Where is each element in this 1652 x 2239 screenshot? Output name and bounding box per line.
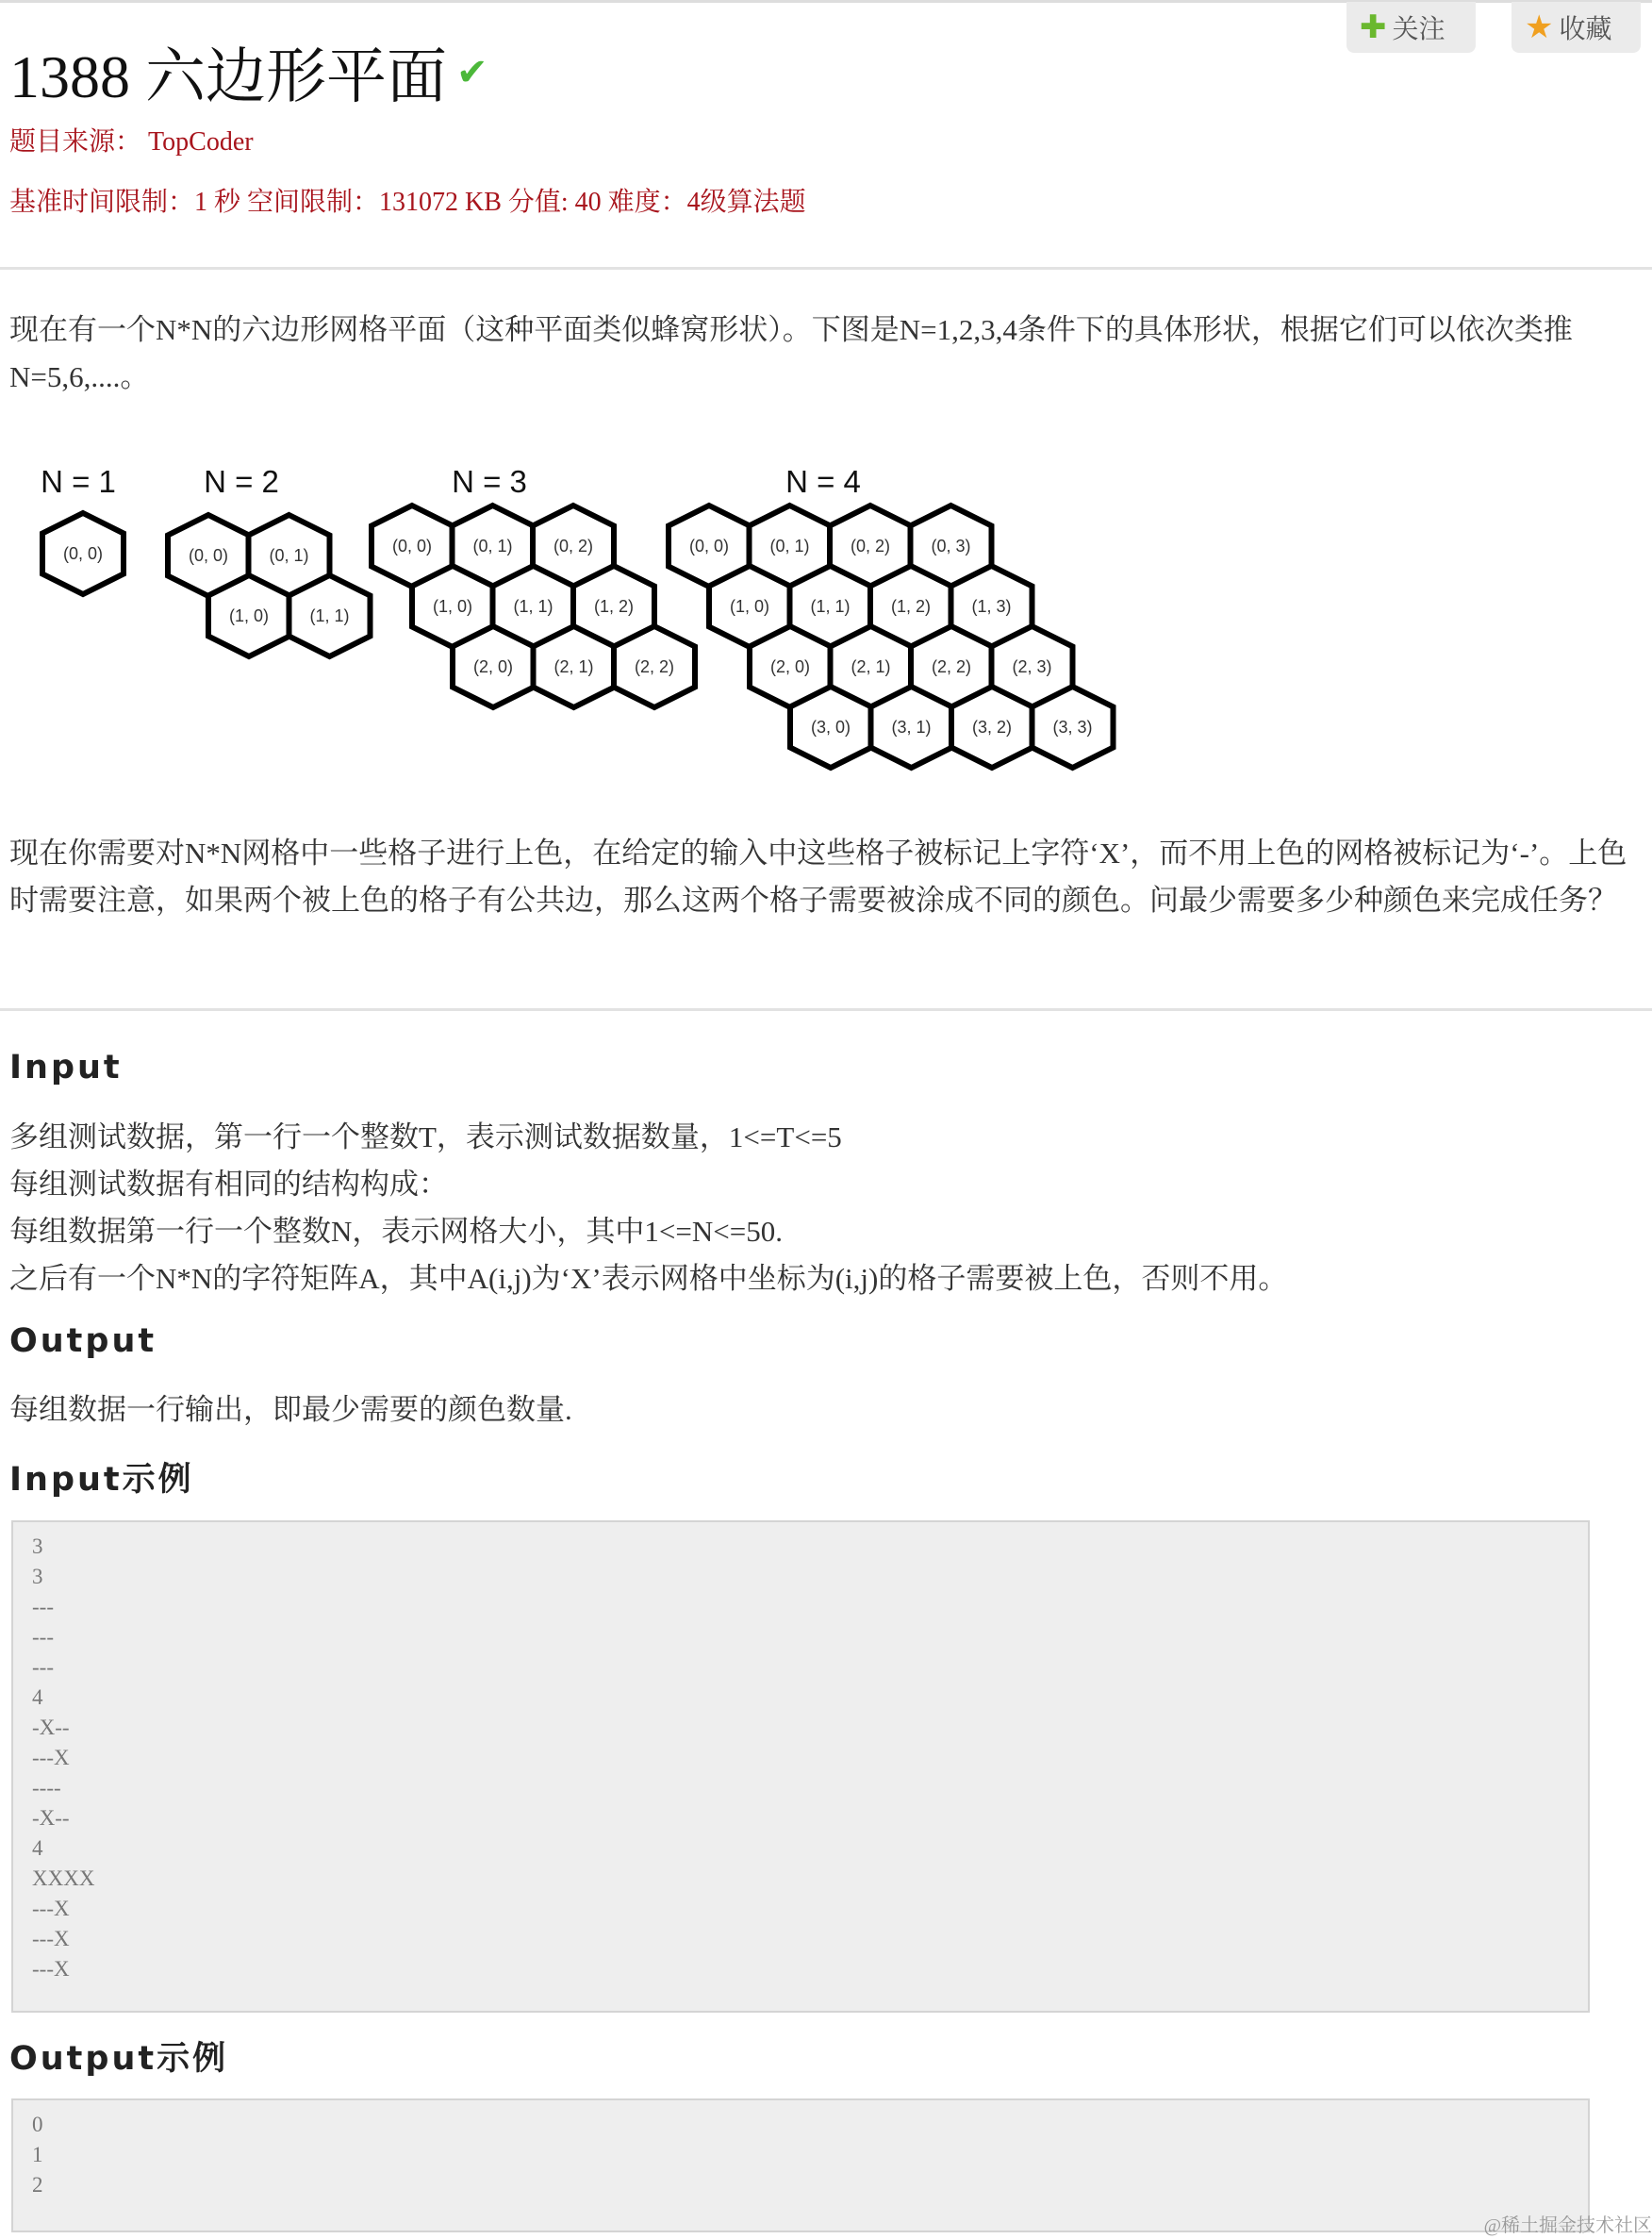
hex-cell-label: (0, 0) <box>391 537 433 556</box>
hex-cell-label: (0, 3) <box>931 537 971 556</box>
hex-cell-label: (1, 1) <box>810 597 851 616</box>
grid-size-label: N = 4 <box>785 464 861 499</box>
watermark: @稀土掘金技术社区 <box>1483 2215 1652 2236</box>
hex-cell-label: (3, 2) <box>971 718 1013 737</box>
example-line: 3 <box>32 1534 43 1558</box>
hex-cell-label: (1, 0) <box>729 597 770 616</box>
hex-cell-label: (1, 2) <box>890 597 932 616</box>
problem-limits: 基准时间限制：1 秒 空间限制：131072 KB 分值: 40 难度：4级算法题 <box>9 188 806 217</box>
hex-cell-label: (2, 0) <box>472 657 514 676</box>
description: 现在有一个N*N的六边形网格平面（这种平面类似蜂窝形状）。下图是N=1,2,3,4条件下的具体形状，根据它们可以依次类推N=5,6,....。 <box>9 313 1573 393</box>
output-line: 每组数据一行输出，即最少需要的颜色数量. <box>9 1393 572 1426</box>
page-title <box>9 28 488 115</box>
divider <box>0 1008 1652 1011</box>
hex-cell-label: (0, 0) <box>188 546 229 565</box>
hex-cell-label: (0, 1) <box>269 546 309 565</box>
example-line: --- <box>32 1595 54 1618</box>
favorite-label: 收藏 <box>1559 14 1612 43</box>
hex-cell-label: (0, 1) <box>472 537 513 556</box>
hex-cell-label: (2, 0) <box>769 657 811 676</box>
hex-cell-label: (1, 1) <box>513 597 553 616</box>
input-description <box>9 1114 1641 1302</box>
example-line: XXXX <box>32 1866 95 1890</box>
example-line: -X-- <box>32 1716 70 1739</box>
output-description <box>9 1386 1641 1434</box>
hex-cell-label: (2, 2) <box>634 657 675 676</box>
description-2: 现在你需要对N*N网格中一些格子进行上色，在给定的输入中这些格子被标记上字符‘X’，而不用上色的网格被标记为‘-’。上色时需要注意，如果两个被上色的格子有公共边，那么这两个格子需要被涂成不同的颜色。问最少需要多少种颜色来完成任务？ <box>9 837 1627 917</box>
input-line: 多组测试数据，第一行一个整数T，表示测试数据数量，1<=T<=5 <box>9 1120 842 1153</box>
plus-icon: ✚ <box>1360 9 1387 45</box>
example-line: ---X <box>32 1957 70 1981</box>
example-line: 2 <box>32 2173 43 2197</box>
example-line: 3 <box>32 1565 43 1588</box>
example-line: --- <box>32 1655 54 1679</box>
grid-size-label: N = 2 <box>204 464 279 499</box>
hex-cell-label: (1, 3) <box>971 597 1012 616</box>
input-line: 每组数据第一行一个整数N，表示网格大小，其中1<=N<=50. <box>9 1215 783 1248</box>
example-line: ---X <box>32 1746 70 1769</box>
hex-cell-label: (3, 0) <box>810 718 851 737</box>
hex-cell-label: (0, 2) <box>553 537 594 556</box>
example-line: ---X <box>32 1897 70 1920</box>
output-example-heading: Output示例 <box>9 2040 229 2078</box>
grid-size-label: N = 1 <box>41 464 116 499</box>
output-example-box <box>11 2098 1590 2232</box>
input-heading: Input <box>9 1049 123 1086</box>
hex-cell-label: (2, 1) <box>553 657 594 676</box>
input-line: 每组测试数据有相同的结构构成： <box>9 1168 448 1201</box>
hex-cell-label: (0, 2) <box>850 537 891 556</box>
title-text: 1388 六边形平面 <box>9 43 447 110</box>
input-line: 之后有一个N*N的字符矩阵A，其中A(i,j)为‘X’表示网格中坐标为(i,j)的格子需要被上色，否则不用。 <box>9 1262 1288 1295</box>
example-line: -X-- <box>32 1806 70 1830</box>
favorite-button[interactable] <box>1512 2 1641 53</box>
problem-source: 题目来源： TopCoder <box>9 127 254 157</box>
hex-cell-label: (2, 2) <box>931 657 972 676</box>
hex-cell-label: (1, 1) <box>309 606 350 625</box>
example-line: 1 <box>32 2143 43 2166</box>
hex-cell-label: (3, 3) <box>1052 718 1093 737</box>
hex-cell-label: (1, 0) <box>228 606 270 625</box>
follow-button[interactable] <box>1346 2 1476 53</box>
hex-grid-diagram <box>0 443 1132 783</box>
hex-cell-label: (0, 0) <box>688 537 730 556</box>
example-line: 4 <box>32 1685 43 1709</box>
example-line: ---- <box>32 1776 61 1799</box>
follow-label: 关注 <box>1392 14 1446 43</box>
divider <box>0 267 1652 270</box>
input-example-heading: Input示例 <box>9 1461 194 1499</box>
star-icon: ★ <box>1525 9 1554 45</box>
hex-cell-label: (3, 1) <box>891 718 932 737</box>
hex-cell-label: (0, 0) <box>62 544 104 563</box>
check-icon: ✔ <box>456 50 488 93</box>
hex-cell-label: (0, 1) <box>769 537 810 556</box>
output-heading: Output <box>9 1322 157 1360</box>
example-line: 0 <box>32 2113 43 2136</box>
hex-cell-label: (2, 1) <box>851 657 891 676</box>
input-example-box <box>11 1520 1590 2013</box>
example-line: ---X <box>32 1927 70 1950</box>
hex-cell-label: (2, 3) <box>1012 657 1052 676</box>
grid-size-label: N = 3 <box>452 464 527 499</box>
hex-cell-label: (1, 0) <box>432 597 473 616</box>
example-line: --- <box>32 1625 54 1649</box>
example-line: 4 <box>32 1836 43 1860</box>
hex-cell-label: (1, 2) <box>593 597 635 616</box>
